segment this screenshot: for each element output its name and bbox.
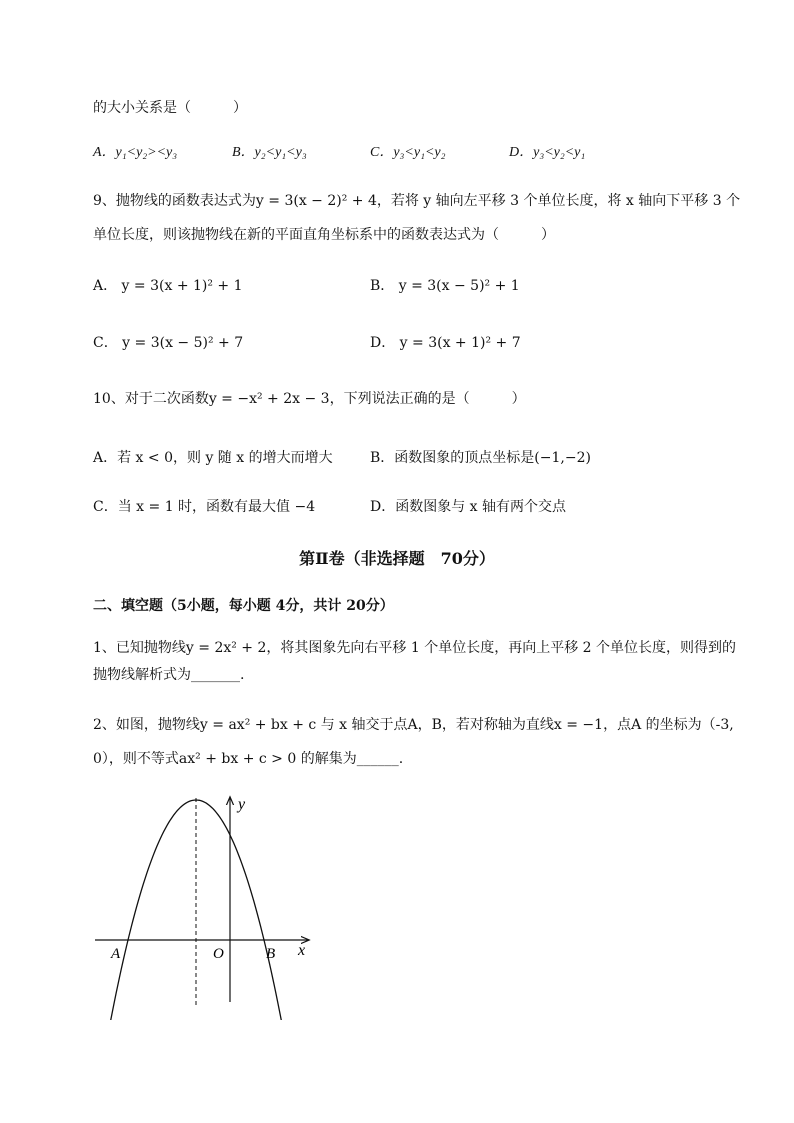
q10-option-c: C．当 x = 1 时，函数有最大值 −4 bbox=[93, 499, 316, 515]
q10-line-1: 10、对于二次函数y = −x² + 2x − 3，下列说法正确的是（ ） bbox=[93, 391, 526, 407]
q8-option-b: B．y₂<y₁<y₃ bbox=[232, 145, 307, 160]
point-a-label: A bbox=[111, 946, 121, 962]
fill1-line-1: 1、已知抛物线y = 2x² + 2，将其图象先向右平移 1 个单位长度，再向上平移 2 个单位长度，则得到的 bbox=[93, 640, 737, 656]
q8-option-d: D．y₃<y₂<y₁ bbox=[509, 145, 586, 160]
q9-option-c: C． y = 3(x − 5)² + 7 bbox=[93, 335, 244, 351]
fill1-line-2: 抛物线解析式为_______. bbox=[93, 667, 245, 683]
parabola-figure bbox=[90, 790, 330, 1020]
axis-label-x: x bbox=[298, 942, 306, 959]
q8-tail: 的大小关系是（ ） bbox=[93, 100, 247, 116]
origin-label: O bbox=[213, 946, 224, 962]
q8-option-a: A．y₁<y₂><y₃ bbox=[93, 145, 178, 160]
q8-option-c: C．y₃<y₁<y₂ bbox=[370, 145, 446, 160]
q9-option-b: B． y = 3(x − 5)² + 1 bbox=[370, 278, 520, 294]
part-two-title: 第Ⅱ卷（非选择题 70分） bbox=[299, 549, 495, 568]
q9-line-1: 9、抛物线的函数表达式为y = 3(x − 2)² + 4，若将 y 轴向左平移 3 个单位长度，将 x 轴向下平移 3 个 bbox=[93, 193, 741, 209]
q10-option-d: D．函数图象与 x 轴有两个交点 bbox=[370, 499, 567, 515]
q10-option-b: B．函数图象的顶点坐标是(−1,−2) bbox=[370, 450, 591, 466]
q9-option-a: A． y = 3(x + 1)² + 1 bbox=[93, 278, 243, 294]
q10-option-a: A．若 x < 0，则 y 随 x 的增大而增大 bbox=[93, 450, 333, 466]
fill2-line-2: 0），则不等式ax² + bx + c > 0 的解集为______. bbox=[93, 751, 404, 767]
axis-label-y: y bbox=[238, 796, 246, 813]
q9-option-d: D． y = 3(x + 1)² + 7 bbox=[370, 335, 521, 351]
fill2-line-1: 2、如图，抛物线y = ax² + bx + c 与 x 轴交于点A，B，若对称轴为直线x = −1，点A 的坐标为（-3, bbox=[93, 717, 734, 733]
point-b-label: B bbox=[266, 946, 276, 962]
section-heading: 二、填空题（5小题，每小题 4分，共计 20分） bbox=[93, 598, 394, 614]
q9-line-2: 单位长度，则该抛物线在新的平面直角坐标系中的函数表达式为（ ） bbox=[93, 227, 555, 243]
